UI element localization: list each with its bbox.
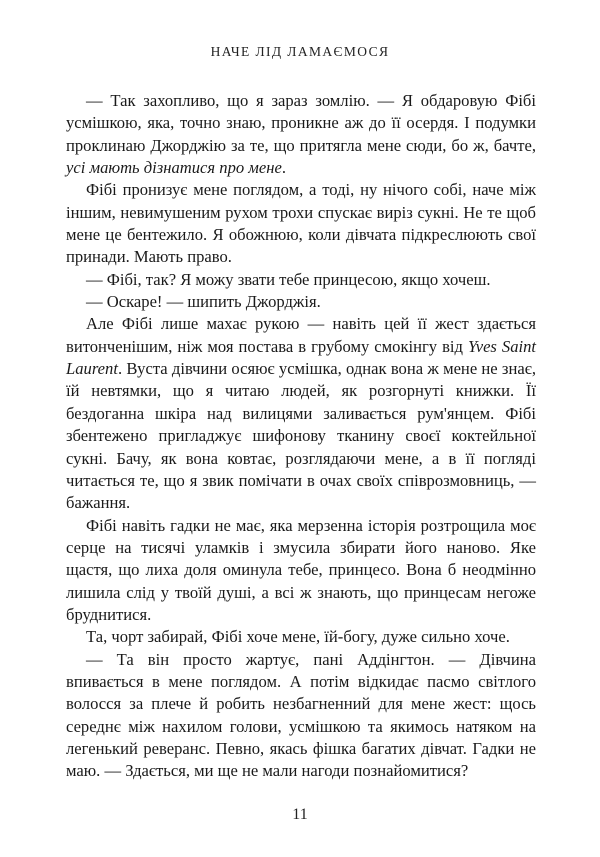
paragraph: — Та він просто жартує, пані Аддінгтон. — Дівчина впивається в мене поглядом. А потім відкидає пасмо світлого волосся за плече й робить незбагненний для мене жест: щось середнє між нахилом голови, усмішкою та якимось натяком на легенький реверанс. Певно, якась фішка багатих дівчат. Гадки не маю. — Здається, ми ще не мали нагоди познайомитися? — [66, 649, 536, 781]
paragraph: Та, чорт забирай, Фібі хоче мене, їй-богу, дуже сильно хоче. — [86, 627, 510, 647]
paragraph: — Так захопливо, що я зараз зомлію. — Я обдаровую Фібі усмішкою, яка, точно знаю, проникне аж до її осердя. І подумки проклинаю Джорджію за те, що притягла мене сюди, бо ж, бачте, усі мають дізнатися про мене. — [66, 91, 536, 178]
paragraph: — Фібі, так? Я можу звати тебе принцесою, якщо хочеш. — [86, 269, 491, 289]
paragraph: Фібі пронизує мене поглядом, а тоді, ну нічого собі, наче між іншим, невимушеним рухом трохи спускає виріз сукні. Не те щоб мене це бентежило. Я обожнюю, коли дівчата підкреслюють свої принади. Мають право. — [66, 180, 536, 267]
body-text — [66, 90, 536, 783]
paragraph: — Оскаре! — шипить Джорджія. — [86, 292, 321, 312]
running-head: НАЧЕ ЛІД ЛАМАЄМОСЯ — [210, 44, 390, 59]
italic-brand: Yves Saint Laurent — [66, 336, 537, 379]
page-number: 11 — [292, 806, 308, 823]
italic-phrase: усі мають дізнатися про мене — [66, 158, 282, 178]
paragraph: Але Фібі лише махає рукою — навіть цей її жест здається витонченішим, ніж моя постава в грубому смокінгу від Yves Saint Laurent. Вуста дівчини осяює усмішка, однак вона ж мене не знає, їй невтямки, що я читаю людей, як розгорнуті книжки. Її бездоганна шкіра над вилицями заливається рум'янцем. Фібі збентежено пригладжує шифонову тканину своєї коктейльної сукні. Бачу, як вона ковтає, розглядаючи мене, а в її погляді читається те, що я звик помічати в очах своїх співрозмовниць, — бажання. — [66, 314, 537, 513]
paragraph: Фібі навіть гадки не має, яка мерзенна історія розтрощила моє серце на тисячі уламків і змусила збирати його наново. Яке щастя, що лиха доля оминула тебе, принцесо. Вона б неодмінно лишила слід у твоїй душі, а всі ж знають, що принцесам негоже бруднитися. — [66, 515, 536, 624]
